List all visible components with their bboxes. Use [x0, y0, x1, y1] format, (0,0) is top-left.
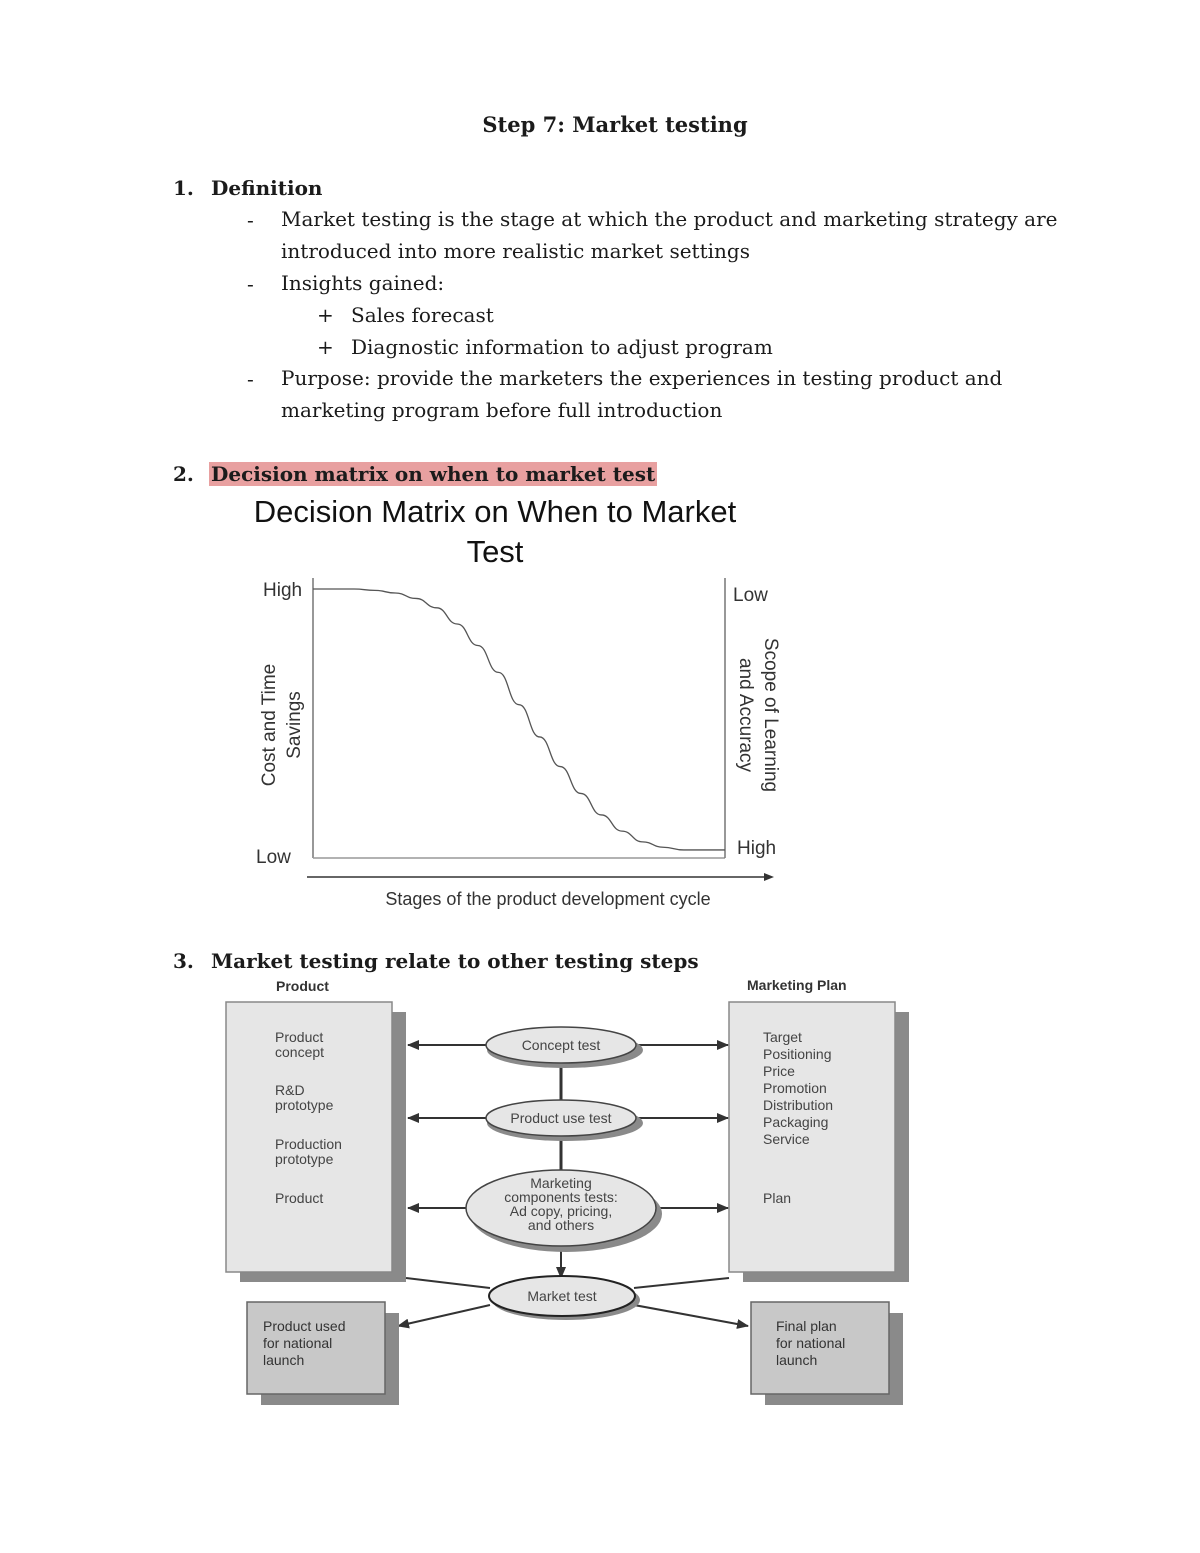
- bullet-dash: -: [247, 272, 254, 296]
- right-high-label: High: [737, 838, 777, 859]
- right-low-label: Low: [733, 585, 768, 606]
- concept-test-label: Concept test: [521, 1037, 601, 1053]
- section-2-heading: Decision matrix on when to market test: [211, 462, 656, 486]
- sub-bullet-sales-forecast: Sales forecast: [351, 303, 494, 327]
- marketing-item-plan: Plan: [763, 1190, 792, 1206]
- product-launch-line2: for national: [263, 1335, 333, 1351]
- section-2-number: 2.: [173, 462, 194, 486]
- left-low-label: Low: [256, 847, 291, 868]
- product-use-test-label: Product use test: [510, 1110, 612, 1126]
- product-concept-line1: Product: [275, 1029, 324, 1045]
- marketing-column-header: Marketing Plan: [747, 977, 847, 993]
- marketing-item-price: Price: [763, 1063, 795, 1079]
- production-prototype-line2: prototype: [275, 1151, 334, 1167]
- bullet-definition-line1: Market testing is the stage at which the product and marketing strategy are: [281, 207, 1058, 231]
- rd-prototype-line2: prototype: [275, 1097, 334, 1113]
- left-axis-label-line2: Savings: [284, 691, 305, 759]
- bullet-insights: Insights gained:: [281, 271, 445, 295]
- product-item: [275, 1029, 327, 1060]
- marketing-components-line4: and others: [527, 1217, 595, 1233]
- sub-bullet-mark: +: [317, 303, 334, 327]
- x-axis-label: Stages of the product development cycle: [385, 889, 711, 909]
- marketing-item-packaging: Packaging: [763, 1114, 829, 1130]
- product-item-product: Product: [275, 1190, 324, 1206]
- arrow-to-product-launch: [398, 1305, 490, 1326]
- sub-bullet-mark: +: [317, 335, 334, 359]
- section-3-heading: Market testing relate to other testing steps: [211, 949, 699, 973]
- final-plan-line1: Final plan: [776, 1318, 837, 1334]
- bullet-purpose-line2: marketing program before full introduction: [281, 398, 723, 422]
- final-plan-line2: for national: [776, 1335, 846, 1351]
- feed-line: [634, 1278, 729, 1288]
- marketing-components-line3: Ad copy, pricing,: [509, 1203, 613, 1219]
- product-launch-line3: launch: [263, 1352, 305, 1368]
- right-axis-label-line1: Scope of Learning: [760, 637, 781, 793]
- marketing-item-positioning: Positioning: [763, 1046, 832, 1062]
- left-axis-label-line1: Cost and Time: [259, 663, 280, 787]
- x-arrow-head: [764, 873, 774, 881]
- right-axis-label-line2: and Accuracy: [735, 657, 756, 773]
- rd-prototype-line1: R&D: [275, 1082, 305, 1098]
- marketing-components-line2: components tests:: [504, 1189, 618, 1205]
- testing-flow-diagram: [0, 970, 1200, 1420]
- market-test-label: Market test: [527, 1288, 597, 1304]
- marketing-item-distribution: Distribution: [763, 1097, 834, 1113]
- chart-title-line2: Test: [466, 534, 524, 569]
- final-plan-line3: launch: [776, 1352, 818, 1368]
- page-title: Step 7: Market testing: [482, 112, 748, 137]
- bullet-dash: -: [247, 367, 254, 391]
- arrow-to-final-plan: [634, 1305, 748, 1326]
- marketing-components-line1: Marketing: [530, 1175, 592, 1191]
- sub-bullet-diagnostic: Diagnostic information to adjust program: [351, 335, 773, 359]
- decision-curve-line: [313, 589, 725, 850]
- marketing-item-promotion: Promotion: [763, 1080, 827, 1096]
- bullet-purpose-line1: Purpose: provide the marketers the experiences in testing product and: [281, 366, 1003, 390]
- bullet-definition-line2: introduced into more realistic market settings: [281, 239, 750, 263]
- left-high-label: High: [263, 580, 303, 601]
- section-3-number: 3.: [173, 949, 194, 973]
- chart-title-line1: Decision Matrix on When to Market: [253, 494, 737, 529]
- marketing-item-target: Target: [763, 1029, 802, 1045]
- product-launch-line1: Product used: [263, 1318, 346, 1334]
- bullet-dash: -: [247, 208, 254, 232]
- product-concept-line2: concept: [275, 1044, 325, 1060]
- production-prototype-line1: Production: [275, 1136, 342, 1152]
- feed-line: [406, 1278, 490, 1288]
- section-1-heading: Definition: [211, 176, 323, 200]
- marketing-box: [729, 1002, 895, 1272]
- marketing-item-service: Service: [763, 1131, 810, 1147]
- section-1-number: 1.: [173, 176, 194, 200]
- product-column-header: Product: [276, 978, 329, 994]
